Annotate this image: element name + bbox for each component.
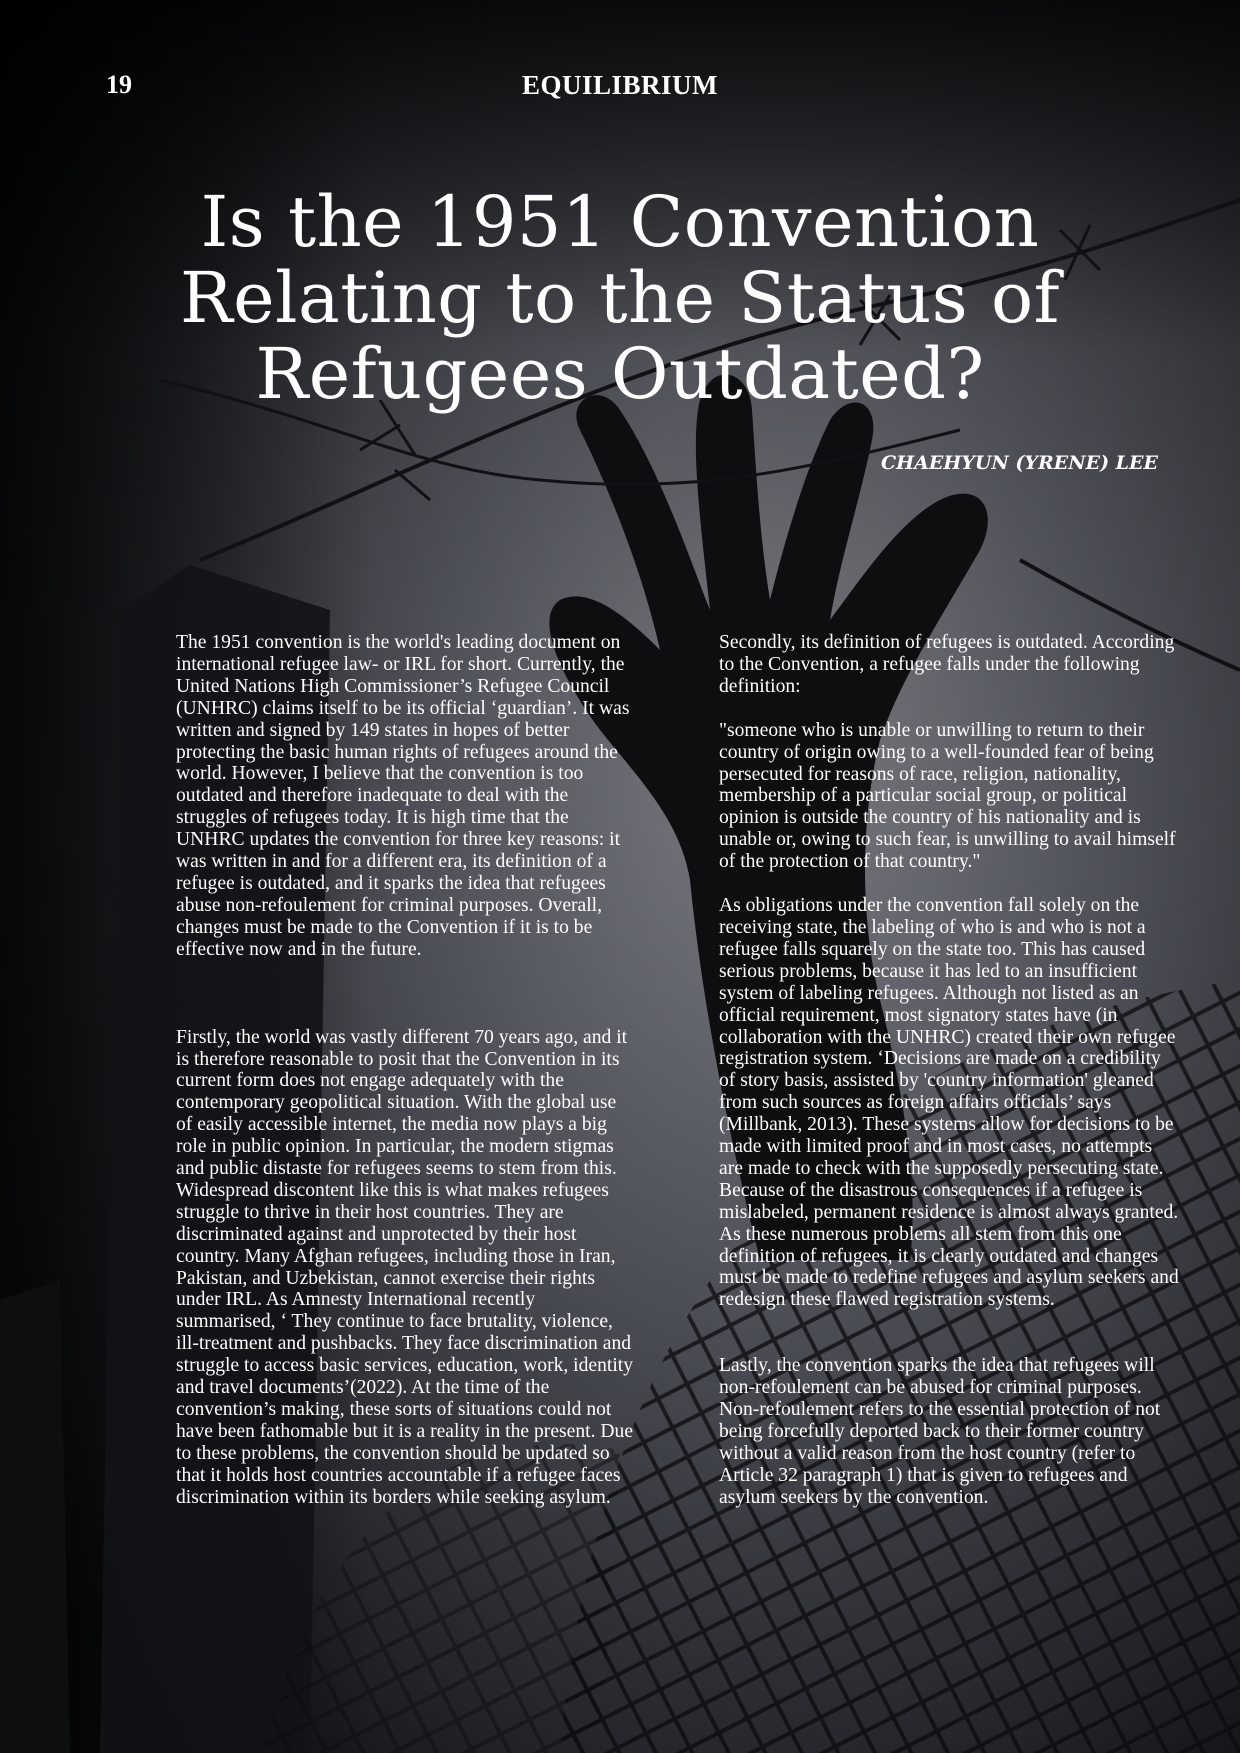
- title-line-2: Relating to the Status of: [179, 257, 1061, 339]
- title-line-3: Refugees Outdated?: [255, 333, 985, 415]
- title-line-1: Is the 1951 Convention: [200, 181, 1040, 263]
- author-byline: CHAEHYUN (YRENE) LEE: [881, 452, 1158, 474]
- refugee-definition-quote: "someone who is unable or unwilling to return to their country of origin owing to a well-founded fear of being persecuted for reasons of race, religion, nationality, membership of a particular social group, or political opinion is outside the country of his nationality and is unable or, owing to such fear, is unwilling to avail himself of the protection of that country.": [719, 719, 1176, 873]
- right-column: [719, 632, 1179, 1509]
- left-column: [176, 632, 636, 1509]
- intro-paragraph: The 1951 convention is the world's leading document on international refugee law- or IRL for short. Currently, the United Nations High Commissioner’s Refugee Council (UNHRC) claims itself to be its official ‘guardian’. It was written and signed by 149 states in hopes of better protecting the basic human rights of refugees around the world. However, I believe that the convention is too outdated and therefore inadequate to deal with the struggles of refugees today. It is high time that the UNHRC updates the convention for three key reasons: it was written in and for a different era, its definition of a refugee is outdated, and it sparks the idea that refugees abuse non-refoulement for criminal purposes. Overall, changes must be made to the Convention if it is to be effective now and in the future.: [176, 632, 630, 960]
- first-reason-paragraph: Firstly, the world was vastly different 70 years ago, and it is therefore reasonable to posit that the Convention in its current form does not engage adequately with the contemporary geopolitical situation. With the global use of easily accessible internet, the media now plays a big role in public opinion. In particular, the modern stigmas and public distaste for refugees seems to stem from this. Widespread discontent like this is what makes refugees struggle to thrive in their host countries. They are discriminated against and unprotected by their host country. Many Afghan refugees, including those in Iran, Pakistan, and Uzbekistan, cannot exercise their rights under IRL. As Amnesty International recently summarised, ‘ They continue to face brutality, violence, ill-treatment and pushbacks. They face discrimination and struggle to access basic services, education, work, identity and travel documents’(2022). At the time of the convention’s making, these sorts of situations could not have been fathomable but it is a reality in the present. Due to these problems, the convention should be updated so that it holds host countries accountable if a refugee faces discrimination within its borders while seeking asylum.: [176, 1026, 634, 1508]
- third-reason-paragraph: Lastly, the convention sparks the idea that refugees will non-refoulement can be abused for criminal purposes. Non-refoulement refers to the essential protection of not being forcefully deported back to their former country without a valid reason from the host country (refer to Article 32 paragraph 1) that is given to refugees and asylum seekers by the convention.: [719, 1355, 1161, 1508]
- magazine-name: EQUILIBRIUM: [521, 70, 719, 100]
- page-number: 19: [106, 70, 132, 99]
- second-reason-paragraph: Secondly, its definition of refugees is outdated. According to the Convention, a refugee falls under the following definition:: [719, 632, 1175, 697]
- labeling-paragraph: As obligations under the convention fall solely on the receiving state, the labeling of who is and who is not a refugee falls squarely on the state too. This has caused serious problems, because it has led to an insufficient system of labeling refugees. Although not listed as an official requirement, most signatory states have (in collaboration with the UNHRC) created their own refugee registration system. ‘Decisions are made on a credibility of story basis, assisted by 'country information' gleaned from such sources as foreign affairs officials’ says (Millbank, 2013). These systems allow for decisions to be made with limited proof and in most cases, no attempts are made to check with the supposedly persecuting state. Because of the disastrous consequences if a refugee is mislabeled, permanent residence is almost always granted. As these numerous problems all stem from this one definition of refugees, it is clearly outdated and changes must be made to redefine refugees and asylum seekers and redesign these flawed registration systems.: [719, 895, 1179, 1311]
- article-title: [100, 181, 1140, 415]
